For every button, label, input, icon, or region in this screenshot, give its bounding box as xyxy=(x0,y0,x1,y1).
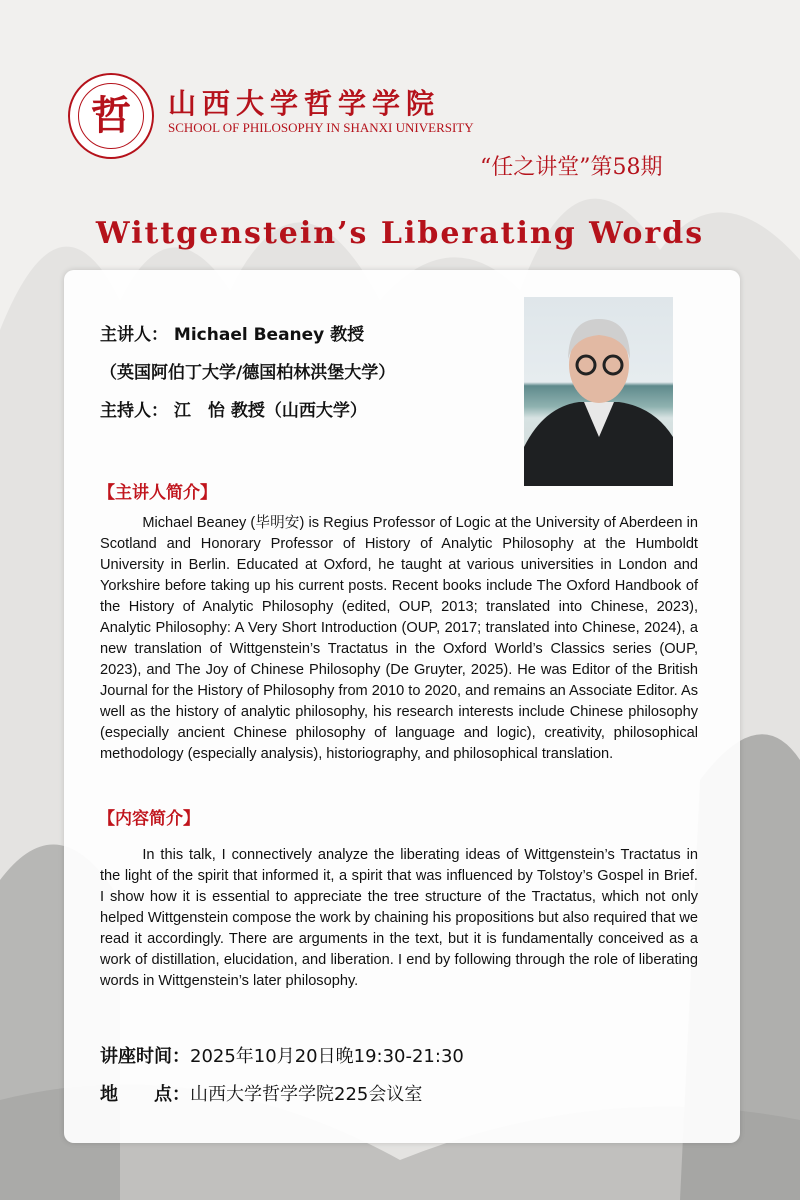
bio-heading: 【主讲人简介】 xyxy=(98,483,217,503)
school-name-cn: 山西大学哲学学院 xyxy=(168,87,441,120)
place-value: 山西大学哲学学院225会议室 xyxy=(190,1084,423,1105)
host-name: 江 怡 教授（山西大学） xyxy=(173,401,367,421)
abstract-text: In this talk, I connectively analyze the liberating ideas of Wittgenstein’s Tractatus in the light of the spirit that informed it, a spirit that was influenced by Tolstoy’s Gospel in Brief. I show how it is essential to appreciate the tree structure of the Tractatus, which not only helped Wittgenstein compose the work by chaining his propositions but also required that we read it accordingly. There are arguments in the text, but it is fundamentally conceived as a work of distillation, elucidation, and liberation. I end by following through the role of liberating words in Wittgenstein’s later philosophy. xyxy=(100,847,698,989)
lecture-title: Wittgenstein’s Liberating Words xyxy=(95,216,705,251)
school-name-en: SCHOOL OF PHILOSOPHY IN SHANXI UNIVERSITY xyxy=(168,120,474,135)
speaker-line xyxy=(100,320,364,345)
time-value: 2025年10月20日晚19:30-21:30 xyxy=(190,1046,464,1067)
abstract-heading: 【内容简介】 xyxy=(98,809,200,829)
school-logo xyxy=(68,73,154,159)
lecture-series: “任之讲堂”第58期 xyxy=(480,155,663,180)
speaker-name: Michael Beaney 教授 xyxy=(173,325,365,345)
event-place xyxy=(100,1080,422,1106)
event-time xyxy=(100,1042,464,1068)
place-label: 地 点： xyxy=(100,1084,190,1105)
speaker-photo xyxy=(524,297,673,486)
time-label: 讲座时间： xyxy=(100,1046,190,1067)
bio-text: Michael Beaney (毕明安) is Regius Professor of Logic at the University of Aberdeen in Scotland and Honorary Professor of History of Analytic Philosophy at the Humboldt University in Berlin. Educated at Oxford, he taught at various universities in London and Yorkshire before taking up his current posts. Recent books include The Oxford Handbook of the History of Analytic Philosophy (edited, OUP, 2013; translated into Chinese, 2023), Analytic Philosophy: A Very Short Introduction (OUP, 2017; translated into Chinese, 2024), a new translation of Wittgenstein’s Tractatus in the Oxford World’s Classics series (OUP, 2023), and The Joy of Chinese Philosophy (De Gruyter, 2025). He was Editor of the British Journal for the History of Philosophy from 2010 to 2020, and remains an Associate Editor. As well as the history of analytic philosophy, his research interests include Chinese philosophy (especially ancient Chinese philosophy of language and logic), creativity, philosophical methodology (especially analysis), historiography, and philosophical translation. xyxy=(100,515,698,762)
speaker-affiliation: （英国阿伯丁大学/德国柏林洪堡大学） xyxy=(100,363,396,383)
speaker-label: 主讲人： xyxy=(100,325,168,345)
logo-char: 哲 xyxy=(78,83,144,149)
host-line xyxy=(100,396,367,421)
host-label: 主持人： xyxy=(100,401,168,421)
